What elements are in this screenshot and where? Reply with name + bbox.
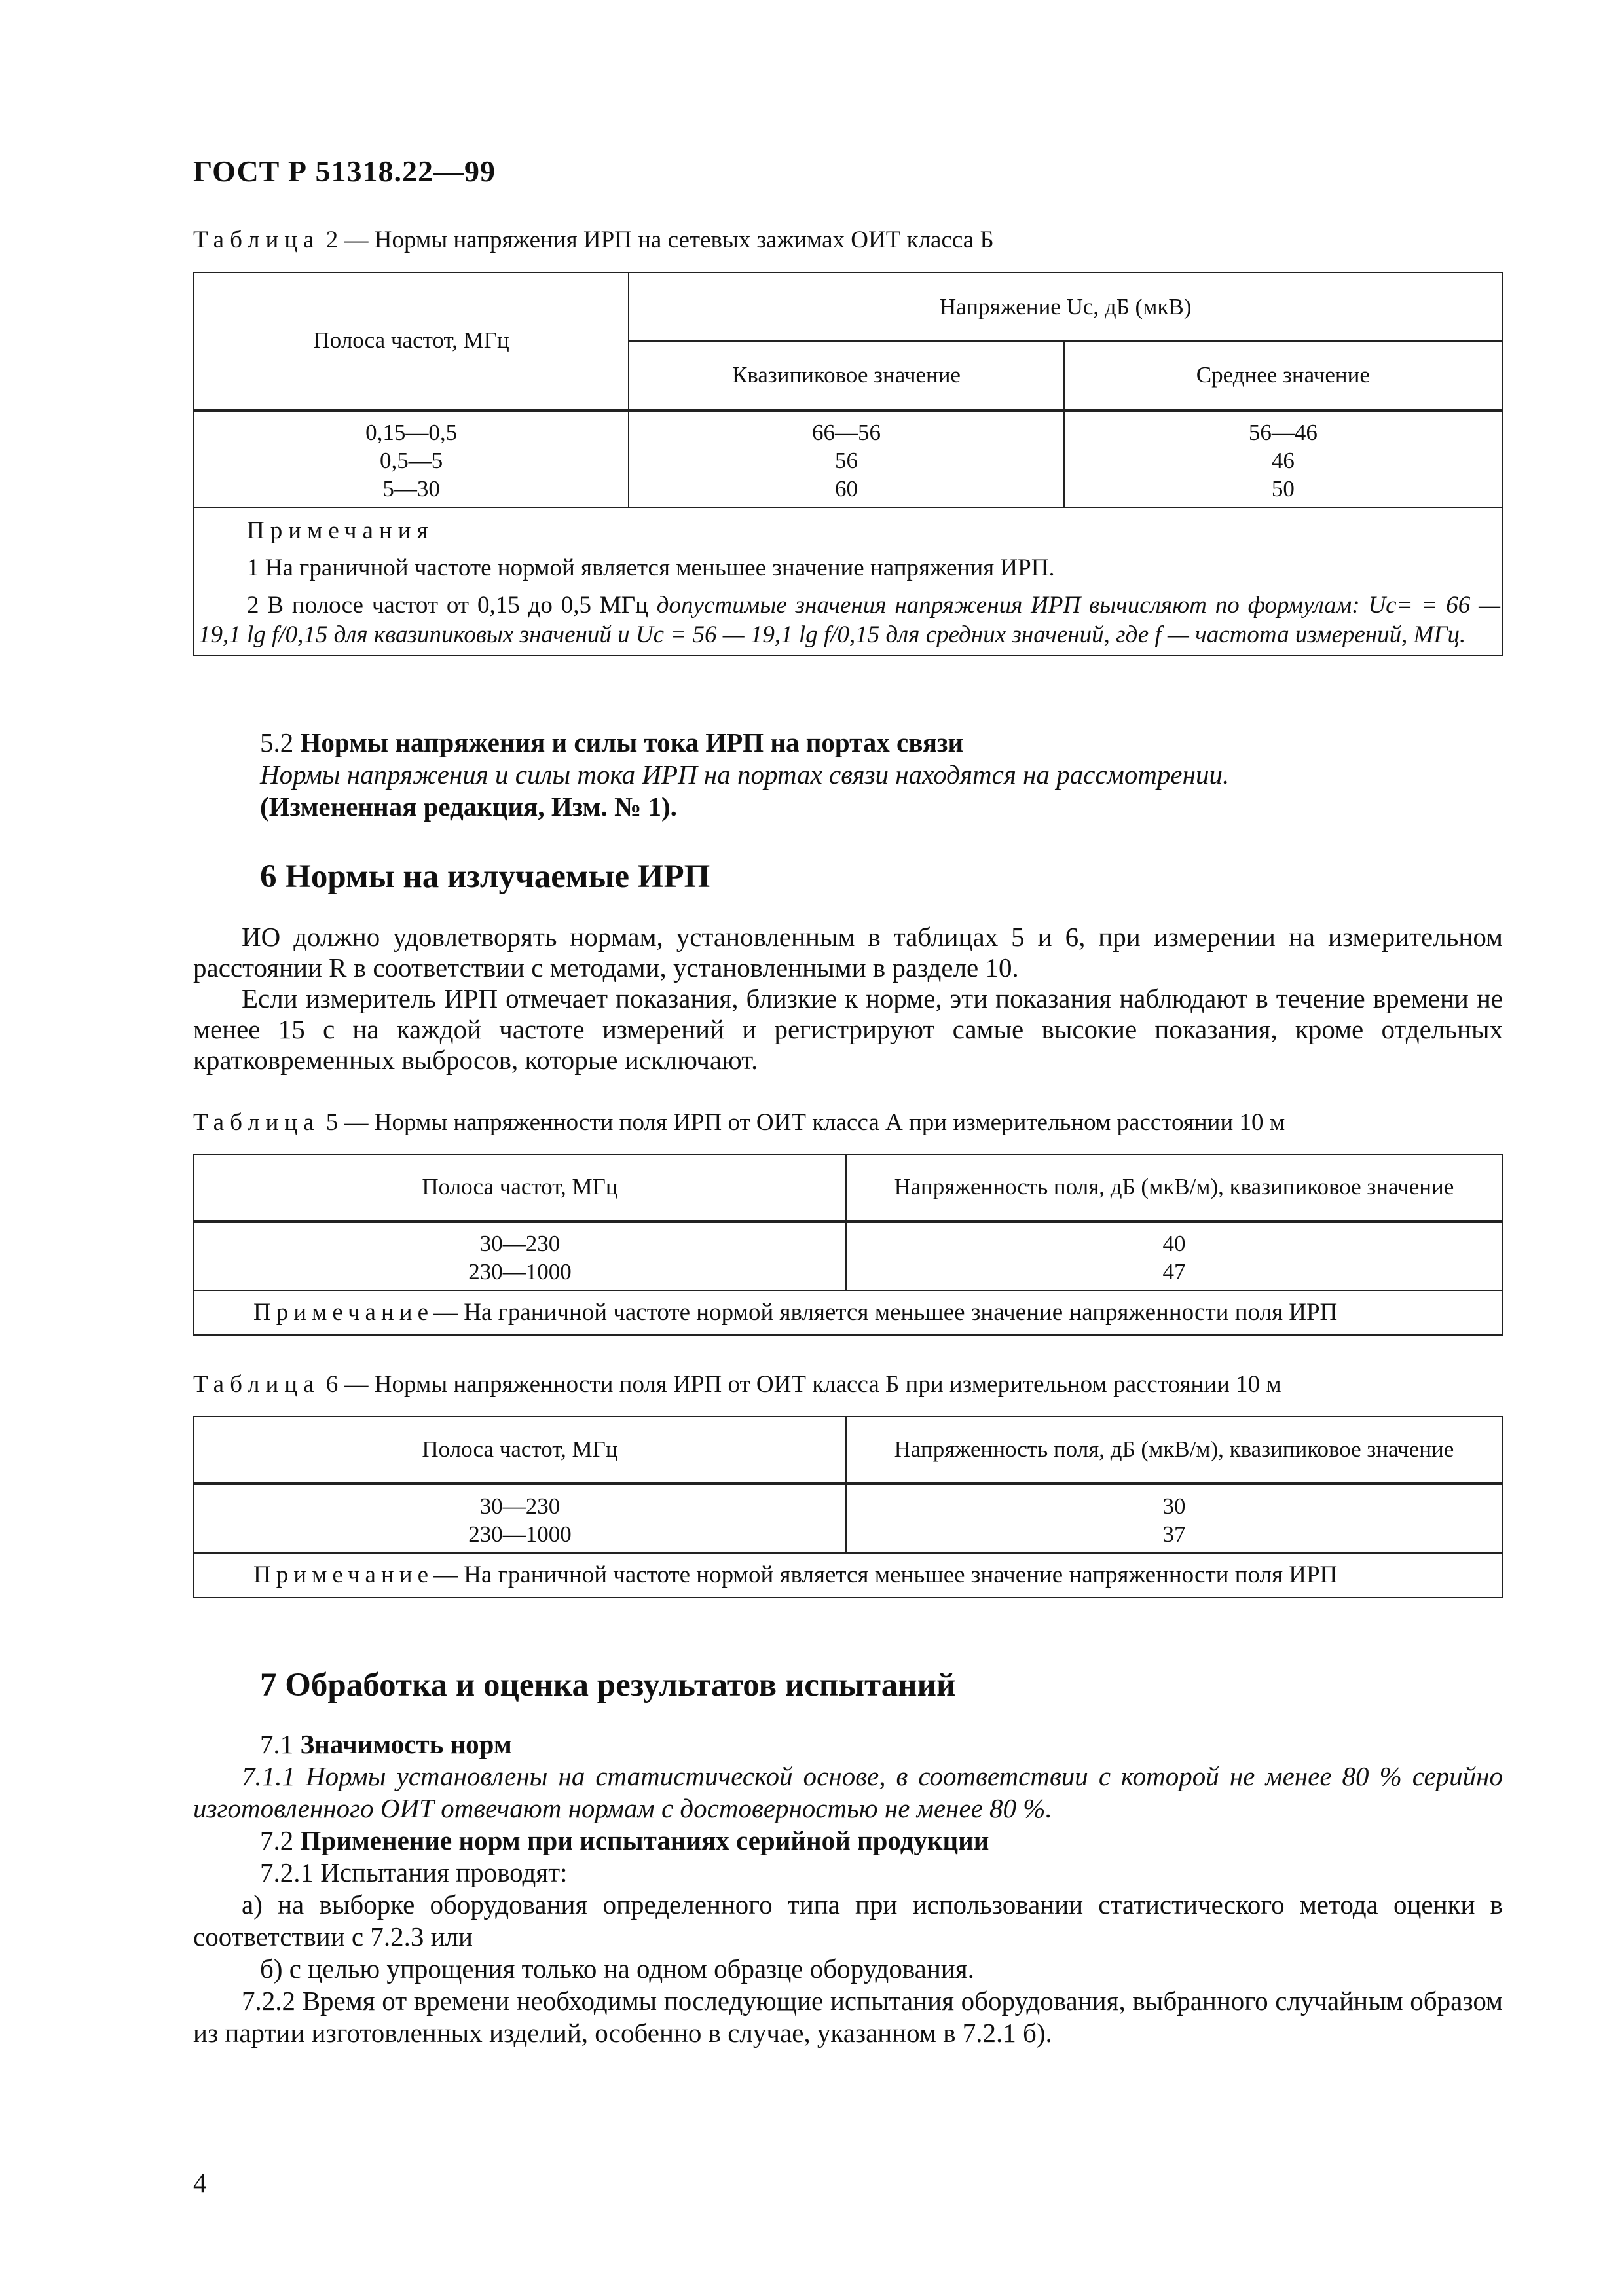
table2-freq-values: 0,15—0,5 0,5—5 5—30 — [194, 410, 629, 507]
table5-note-label: Примечание — [253, 1299, 433, 1326]
table6-note — [194, 1553, 1502, 1597]
table6-note-label: Примечание — [253, 1561, 433, 1588]
table2-header-voltage: Напряжение Uс, дБ (мкВ) — [629, 272, 1502, 341]
section-7-2-1-b: б) с целью упрощения только на одном образце оборудования. — [260, 1954, 974, 1984]
table6-field-values: 30 37 — [846, 1484, 1502, 1553]
table5-note — [194, 1290, 1502, 1335]
table6-caption — [193, 1370, 1281, 1398]
page-number: 4 — [193, 2168, 207, 2198]
table5-caption-label: Таблица — [193, 1109, 320, 1136]
table2-qp-values: 66—56 56 60 — [629, 410, 1063, 507]
section-5-2-title: Нормы напряжения и силы тока ИРП на портах связи — [300, 727, 964, 757]
table2-notes — [194, 507, 1502, 655]
table5 — [193, 1154, 1503, 1336]
table6-freq-values: 30—230 230—1000 — [194, 1484, 846, 1553]
table2-note2-italic: допустимые значения напряжения ИРП вычисляют по формулам: Uс= = 66 — 19,1 lg f/0,15 для квазипиковых значений и Uс = 56 — 19,1 lg f/0,15 для средних значений, где f — частота измерений, МГц. — [198, 591, 1500, 648]
table2-caption — [193, 226, 994, 254]
section-6-para2: Если измеритель ИРП отмечает показания, близкие к норме, эти показания наблюдают в течение времени не менее 15 с на каждой частоте измерений и регистрируют самые высокие показания, кроме отдельных кратковременных выбросов, которые исключают. — [193, 983, 1503, 1075]
table5-field-values: 40 47 — [846, 1221, 1502, 1290]
table5-caption — [193, 1108, 1285, 1137]
section-7-2-1-a: а) на выборке оборудования определенного типа при использовании статистического метода оценки в соответствии с 7.2.3 или — [193, 1889, 1503, 1952]
section-7-2-2: 7.2.2 Время от времени необходимы последующие испытания оборудования, выбранного случайным образом из партии изготовленных изделий, особенно в случае, указанном в 7.2.1 б). — [193, 1986, 1503, 2048]
section-6-heading: 6 Нормы на излучаемые ИРП — [260, 858, 710, 895]
section-7-2-1: 7.2.1 Испытания проводят: — [260, 1857, 568, 1887]
table6-caption-label: Таблица — [193, 1371, 320, 1398]
section-5-2 — [193, 727, 1503, 823]
section-7-2-title: Применение норм при испытаниях серийной продукции — [300, 1825, 989, 1855]
table6-header-freq: Полоса частот, МГц — [194, 1417, 846, 1484]
table6-caption-text: 6 — Нормы напряженности поля ИРП от ОИТ класса Б при измерительном расстоянии 10 м — [325, 1371, 1281, 1398]
table2 — [193, 272, 1503, 656]
table2-header-avg: Среднее значение — [1064, 341, 1502, 410]
section-7-2-number: 7.2 — [260, 1825, 294, 1855]
table5-freq-values: 30—230 230—1000 — [194, 1221, 846, 1290]
section-5-2-text: Нормы напряжения и силы тока ИРП на портах связи находятся на рассмотрении. — [260, 759, 1230, 790]
table2-note1: 1 На граничной частоте нормой является меньшее значение напряжения ИРП. — [247, 554, 1055, 581]
table5-header-field: Напряженность поля, дБ (мкВ/м), квазипиковое значение — [846, 1154, 1502, 1221]
table5-caption-text: 5 — Нормы напряженности поля ИРП от ОИТ класса А при измерительном расстоянии 10 м — [325, 1109, 1285, 1136]
section-7-body — [193, 1728, 1503, 2049]
section-5-2-amendment: (Измененная редакция, Изм. № 1). — [260, 792, 677, 822]
table6-header-field: Напряженность поля, дБ (мкВ/м), квазипиковое значение — [846, 1417, 1502, 1484]
table2-caption-text: 2 — Нормы напряжения ИРП на сетевых зажимах ОИТ класса Б — [325, 227, 994, 253]
table2-note2 — [198, 591, 1500, 649]
section-5-2-number: 5.2 — [260, 727, 294, 757]
section-7-heading: 7 Обработка и оценка результатов испытаний — [260, 1667, 956, 1704]
table5-header-freq: Полоса частот, МГц — [194, 1154, 846, 1221]
table5-note-text: — На граничной частоте нормой является меньшее значение напряженности поля ИРП — [433, 1299, 1338, 1326]
table2-caption-label: Таблица — [193, 227, 320, 253]
document-header: ГОСТ Р 51318.22—99 — [193, 155, 496, 188]
table6-note-text: — На граничной частоте нормой является меньшее значение напряженности поля ИРП — [433, 1561, 1338, 1588]
section-7-1-title: Значимость норм — [300, 1729, 512, 1759]
table2-avg-values: 56—46 46 50 — [1064, 410, 1502, 507]
table2-header-qp: Квазипиковое значение — [629, 341, 1063, 410]
section-7-1-1: 7.1.1 Нормы установлены на статистической основе, в соответствии с которой не менее 80 % серийно изготовленного ОИТ отвечают нормам с достоверностью не менее 80 %. — [193, 1761, 1503, 1823]
table2-note2-start: 2 В полосе частот от 0,15 до 0,5 МГц — [247, 591, 648, 619]
section-6-para1: ИО должно удовлетворять нормам, установленным в таблицах 5 и 6, при измерении на измерительном расстоянии R в соответствии с методами, установленными в разделе 10. — [193, 922, 1503, 983]
section-7-1-number: 7.1 — [260, 1729, 294, 1759]
table6 — [193, 1416, 1503, 1598]
table2-notes-title: Примечания — [247, 517, 434, 544]
table2-header-freq: Полоса частот, МГц — [194, 272, 629, 410]
